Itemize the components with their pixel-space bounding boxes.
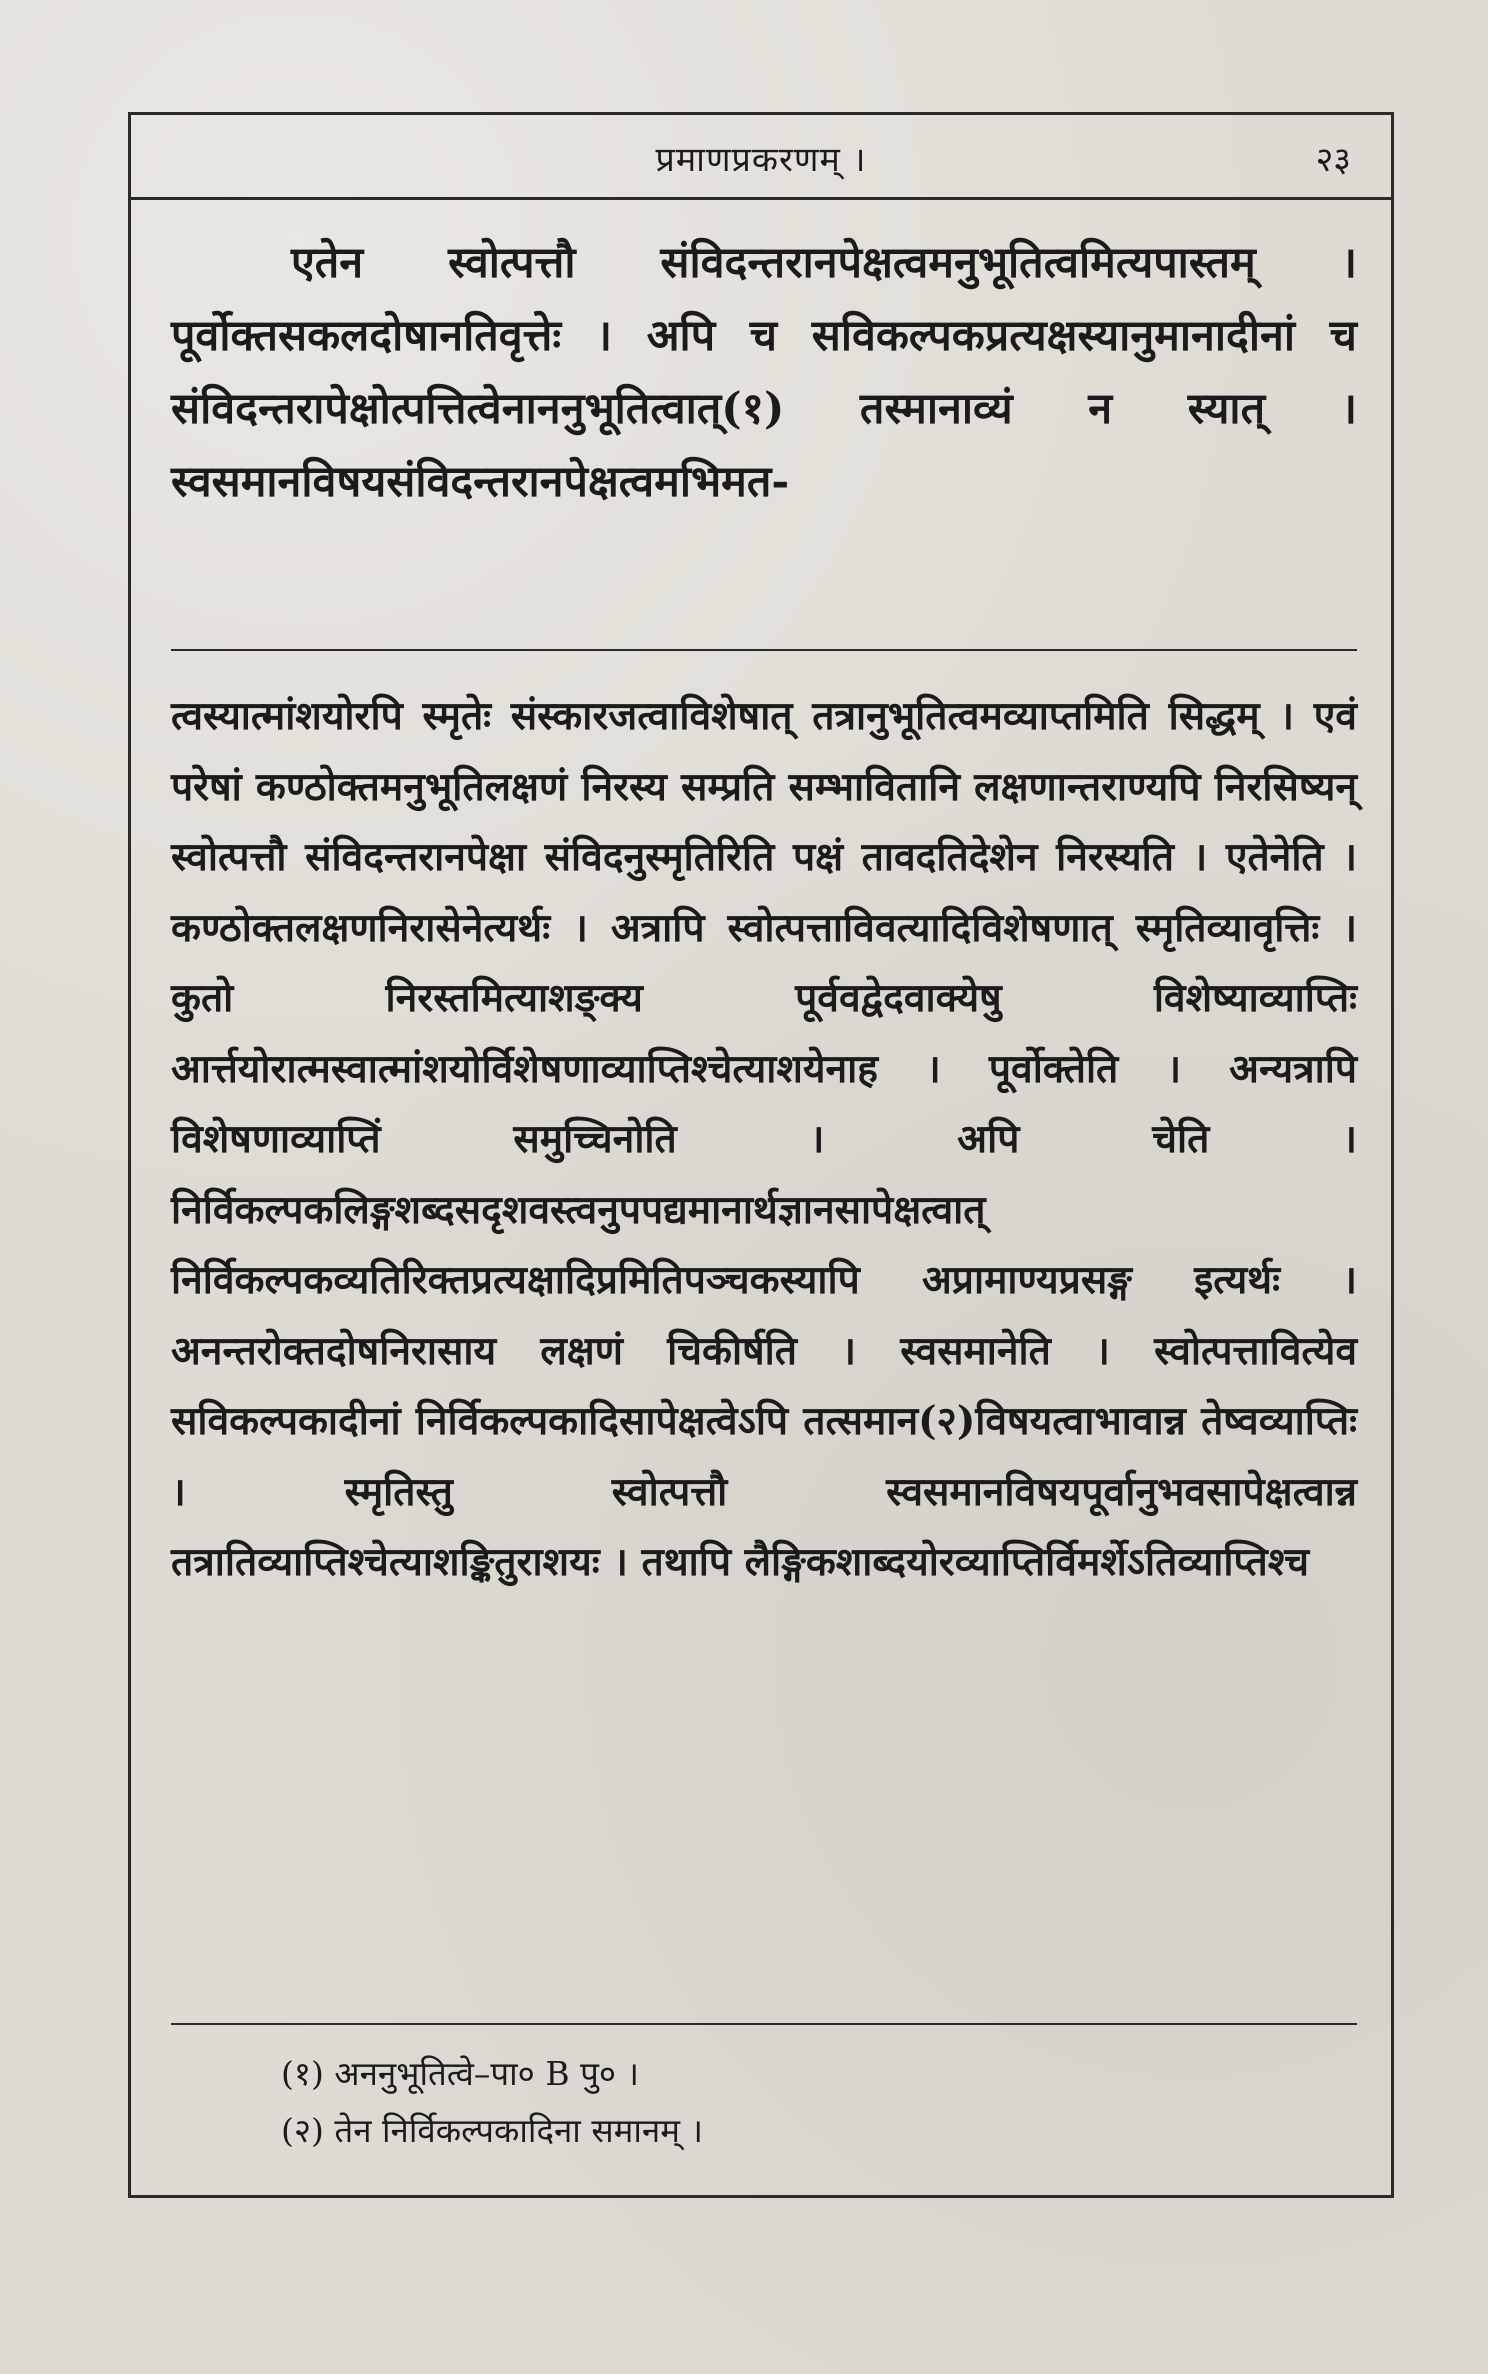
running-title: प्रमाणप्रकरणम् । xyxy=(655,140,867,180)
footnote-divider xyxy=(171,2023,1357,2025)
footnote-2: (२) तेन निर्विकल्पकादिना समानम् । xyxy=(281,2111,703,2150)
mula-divider xyxy=(171,649,1357,651)
commentary-text: त्वस्यात्मांशयोरपि स्मृतेः संस्कारजत्वाविशेषात् तत्रानुभूतित्वमव्याप्तमिति सिद्धम् । एवं परेषां कण्ठोक्तमनुभूतिलक्षणं निरस्य सम्प्रति सम्भावितानि लक्षणान्तराण्यपि निरसिष्यन् स्वोत्पत्तौ संविदन्तरानपेक्षा संविदनुस्मृतिरिति पक्षं तावदतिदेशेन निरस्यति । एतेनेति । कण्ठोक्तलक्षणनिरासेनेत्यर्थः । अत्रापि स्वोत्पत्ताविवत्यादिविशेषणात् स्मृतिव्यावृत्तिः । कुतो निरस्तमित्याशङ्क्य पूर्ववद्वेदवाक्येषु विशेष्याव्याप्तिः आर्त्तयोरात्मस्वात्मांशयोर्विशेषणाव्याप्तिश्चेत्याशयेनाह । पूर्वोक्तेति । अन्यत्रापि विशेषणाव्याप्तिं समुच्चिनोति । अपि चेति । निर्विकल्पकलिङ्गशब्दसदृशवस्त्वनुपपद्यमानार्थज्ञानसापेक्षत्वात् निर्विकल्पकव्यतिरिक्तप्रत्यक्षादिप्रमितिपञ्चकस्यापि अप्रामाण्यप्रसङ्ग इत्यर्थः । अनन्तरोक्तदोषनिरासाय लक्षणं चिकीर्षति । स्वसमानेति । स्वोत्पत्तावित्येव सविकल्पकादीनां निर्विकल्पकादिसापेक्षत्वेऽपि तत्समान(२)विषयत्वाभावान्न तेष्वव्याप्तिः । स्मृतिस्तु स्वोत्पत्तौ स्वसमानविषयपूर्वानुभवसापेक्षत्वान्न तत्रातिव्याप्तिश्चेत्याशङ्कितुराशयः । तथापि लैङ्गिकशाब्दयोरव्याप्तिर्विमर्शेऽतिव्याप्तिश्च xyxy=(171,693,1357,1585)
header-rule xyxy=(131,197,1391,200)
page-number: २३ xyxy=(1315,140,1351,180)
mula-text: एतेन स्वोत्पत्तौ संविदन्तरानपेक्षत्वमनुभूतित्वमित्यपास्तम् । पूर्वोक्तसकलदोषानतिवृत्तेः । अपि च सविकल्पकप्रत्यक्षस्यानुमानादीनां च संविदन्तरापेक्षोत्पत्तित्वेनाननुभूतित्वात्(१) तस्मानाव्यं न स्यात् । स्वसमानविषयसंविदन्तरानपेक्षत्वमभिमत- xyxy=(171,238,1357,507)
page-frame xyxy=(128,112,1394,2198)
footnote-1: (१) अननुभूतित्वे–पा० B पु० । xyxy=(281,2054,639,2093)
page-header xyxy=(131,115,1391,197)
footnotes xyxy=(281,2045,1281,2159)
